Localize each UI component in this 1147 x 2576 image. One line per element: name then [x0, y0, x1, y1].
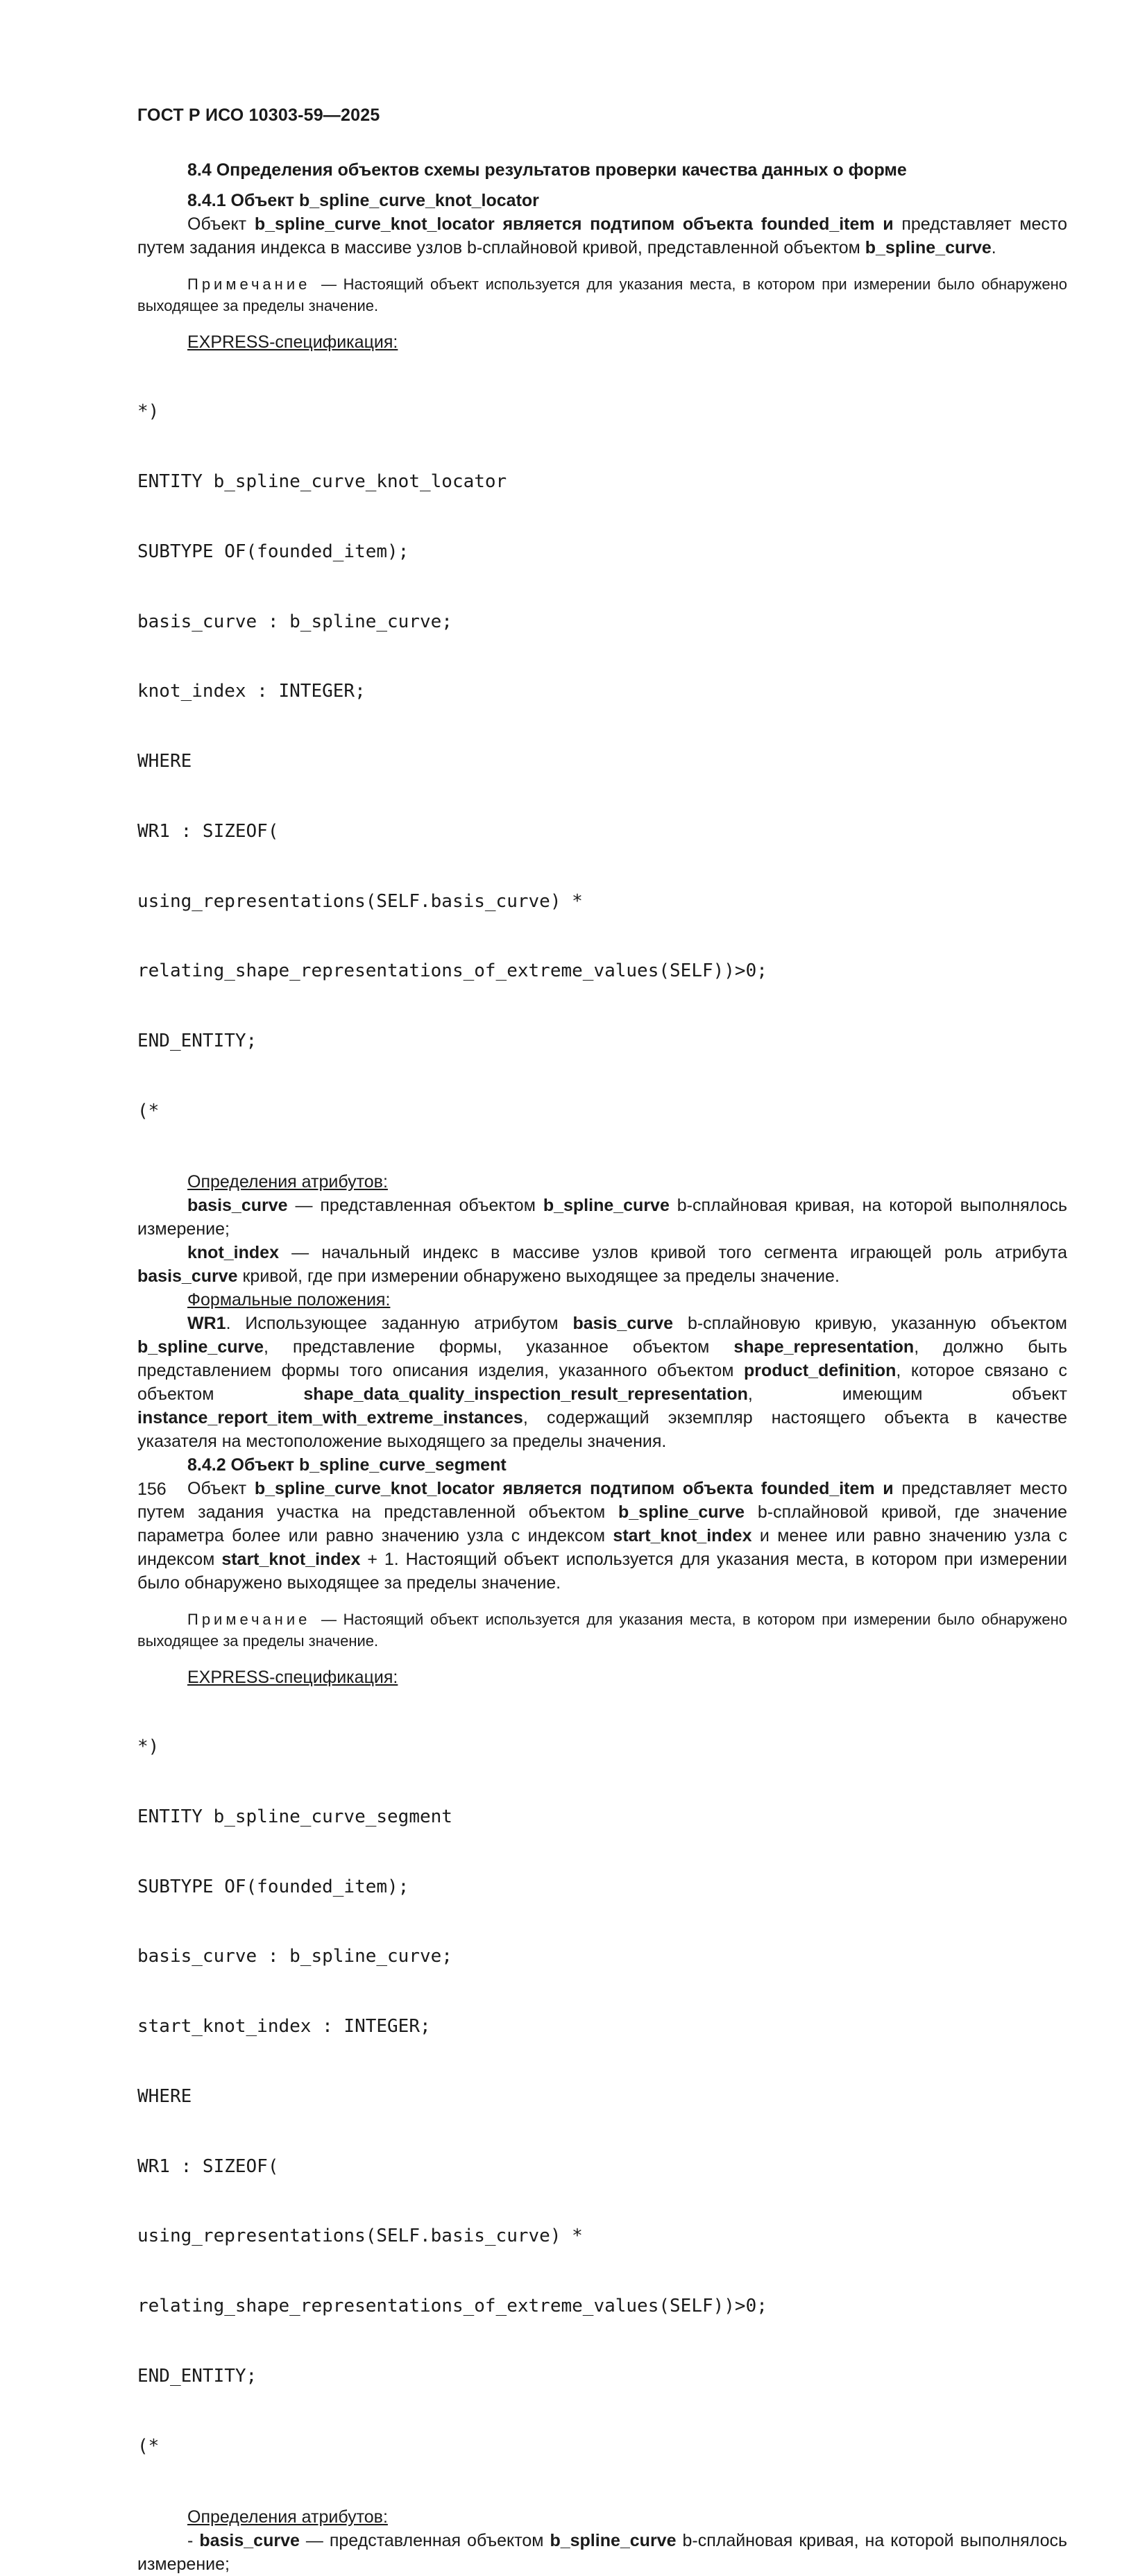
note-841: Примечание — Настоящий объект используется для указания места, в котором при измерении было обнаружено выходящее за пределы значение. — [137, 276, 1067, 314]
page-content — [137, 158, 1067, 2576]
note-label: Примечание — [187, 276, 311, 293]
code-line: start_knot_index : INTEGER; — [137, 2016, 431, 2037]
code-line: knot_index : INTEGER; — [137, 681, 366, 702]
express-code-842 — [137, 1689, 1067, 2505]
subsection-heading-842: 8.4.2 Объект b_spline_curve_segment — [187, 1455, 507, 1475]
note-842: Примечание — Настоящий объект используется для указания места, в котором при измерении было обнаружено выходящее за пределы значение. — [137, 1610, 1067, 1650]
formal-rule-wr1: WR1. Использующее заданную атрибутом basis_curve b-сплайновую кривую, указанную объектом b_spline_curve, представление формы, указанное объектом shape_representation, должно быть представлением формы того описания изделия, указанного объектом product_definition, которое связано с объектом shape_data_quality_inspection_result_representation, имеющим объект instance_report_item_with_extreme_instances, содержащий экземпляр настоящего объекта в качестве указателя на местоположение выходящего за пределы значения. — [137, 1313, 1067, 1451]
code-line: using_representations(SELF.basis_curve) * — [137, 2226, 583, 2247]
formal-propositions-label: Формальные положения: — [187, 1289, 391, 1310]
code-line: basis_curve : b_spline_curve; — [137, 611, 452, 632]
express-spec-label-841: EXPRESS-спецификация: — [187, 332, 398, 352]
code-line: ENTITY b_spline_curve_segment — [137, 1806, 452, 1827]
attribute-knot-index: knot_index — начальный индекс в массиве узлов кривой того сегмента играющей роль атрибута basis_curve кривой, где при измерении обнаружено выходящее за пределы значение. — [137, 1242, 1067, 1286]
attributes-label-841: Определения атрибутов: — [187, 1171, 388, 1192]
code-line: END_ENTITY; — [137, 2366, 257, 2387]
page-number: 156 — [137, 1480, 167, 1499]
code-line: WHERE — [137, 751, 192, 772]
section-heading: 8.4 Определения объектов схемы результатов проверки качества данных о форме — [187, 160, 907, 180]
standard-header: ГОСТ Р ИСО 10303-59—2025 — [137, 105, 380, 125]
code-line: END_ENTITY; — [137, 1031, 257, 1052]
code-line: WR1 : SIZEOF( — [137, 2155, 279, 2177]
subsection-842-intro: Объект b_spline_curve_knot_locator является подтипом объекта founded_item и представляет место путем задания участка на представленной объектом b_spline_curve b-сплайновой кривой, где значение параметра более или равно значению узла с индексом start_knot_index и менее или равно значению узла с индексом start_knot_index + 1. Настоящий объект используется для указания места, в котором при измерении было обнаружено выходящее за пределы значение. — [137, 1478, 1068, 1593]
code-line: basis_curve : b_spline_curve; — [137, 1946, 452, 1967]
code-line: *) — [137, 401, 160, 423]
attribute-basis-curve: basis_curve — представленная объектом b_spline_curve b-сплайновая кривая, на которой выполнялось измерение; — [137, 1195, 1067, 1239]
code-line: relating_shape_representations_of_extreme_values(SELF))>0; — [137, 960, 767, 982]
attributes-label-842: Определения атрибутов: — [187, 2507, 388, 2527]
code-line: SUBTYPE OF(founded_item); — [137, 1876, 409, 1897]
code-line: SUBTYPE OF(founded_item); — [137, 541, 409, 562]
note-label: Примечание — [187, 1610, 311, 1628]
code-line: WR1 : SIZEOF( — [137, 820, 279, 842]
subsection-841-intro: Объект b_spline_curve_knot_locator является подтипом объекта founded_item и представляет место путем задания индекса в массиве узлов b-сплайновой кривой, представленной объектом b_spline_curve. — [137, 214, 1068, 257]
attribute-basis-curve-842: - basis_curve — представленная объектом b_spline_curve b-сплайновая кривая, на которой выполнялось измерение; — [137, 2530, 1067, 2574]
code-line: relating_shape_representations_of_extreme_values(SELF))>0; — [137, 2296, 767, 2317]
code-line: (* — [137, 1101, 160, 1121]
code-line: (* — [137, 2435, 160, 2457]
express-spec-label-842: EXPRESS-спецификация: — [187, 1667, 398, 1687]
subsection-heading-841: 8.4.1 Объект b_spline_curve_knot_locator — [187, 191, 539, 210]
code-line: ENTITY b_spline_curve_knot_locator — [137, 471, 507, 492]
code-line: WHERE — [137, 2085, 192, 2107]
code-line: *) — [137, 1736, 160, 1757]
express-code-841 — [137, 354, 1067, 1170]
code-line: using_representations(SELF.basis_curve) * — [137, 890, 583, 912]
